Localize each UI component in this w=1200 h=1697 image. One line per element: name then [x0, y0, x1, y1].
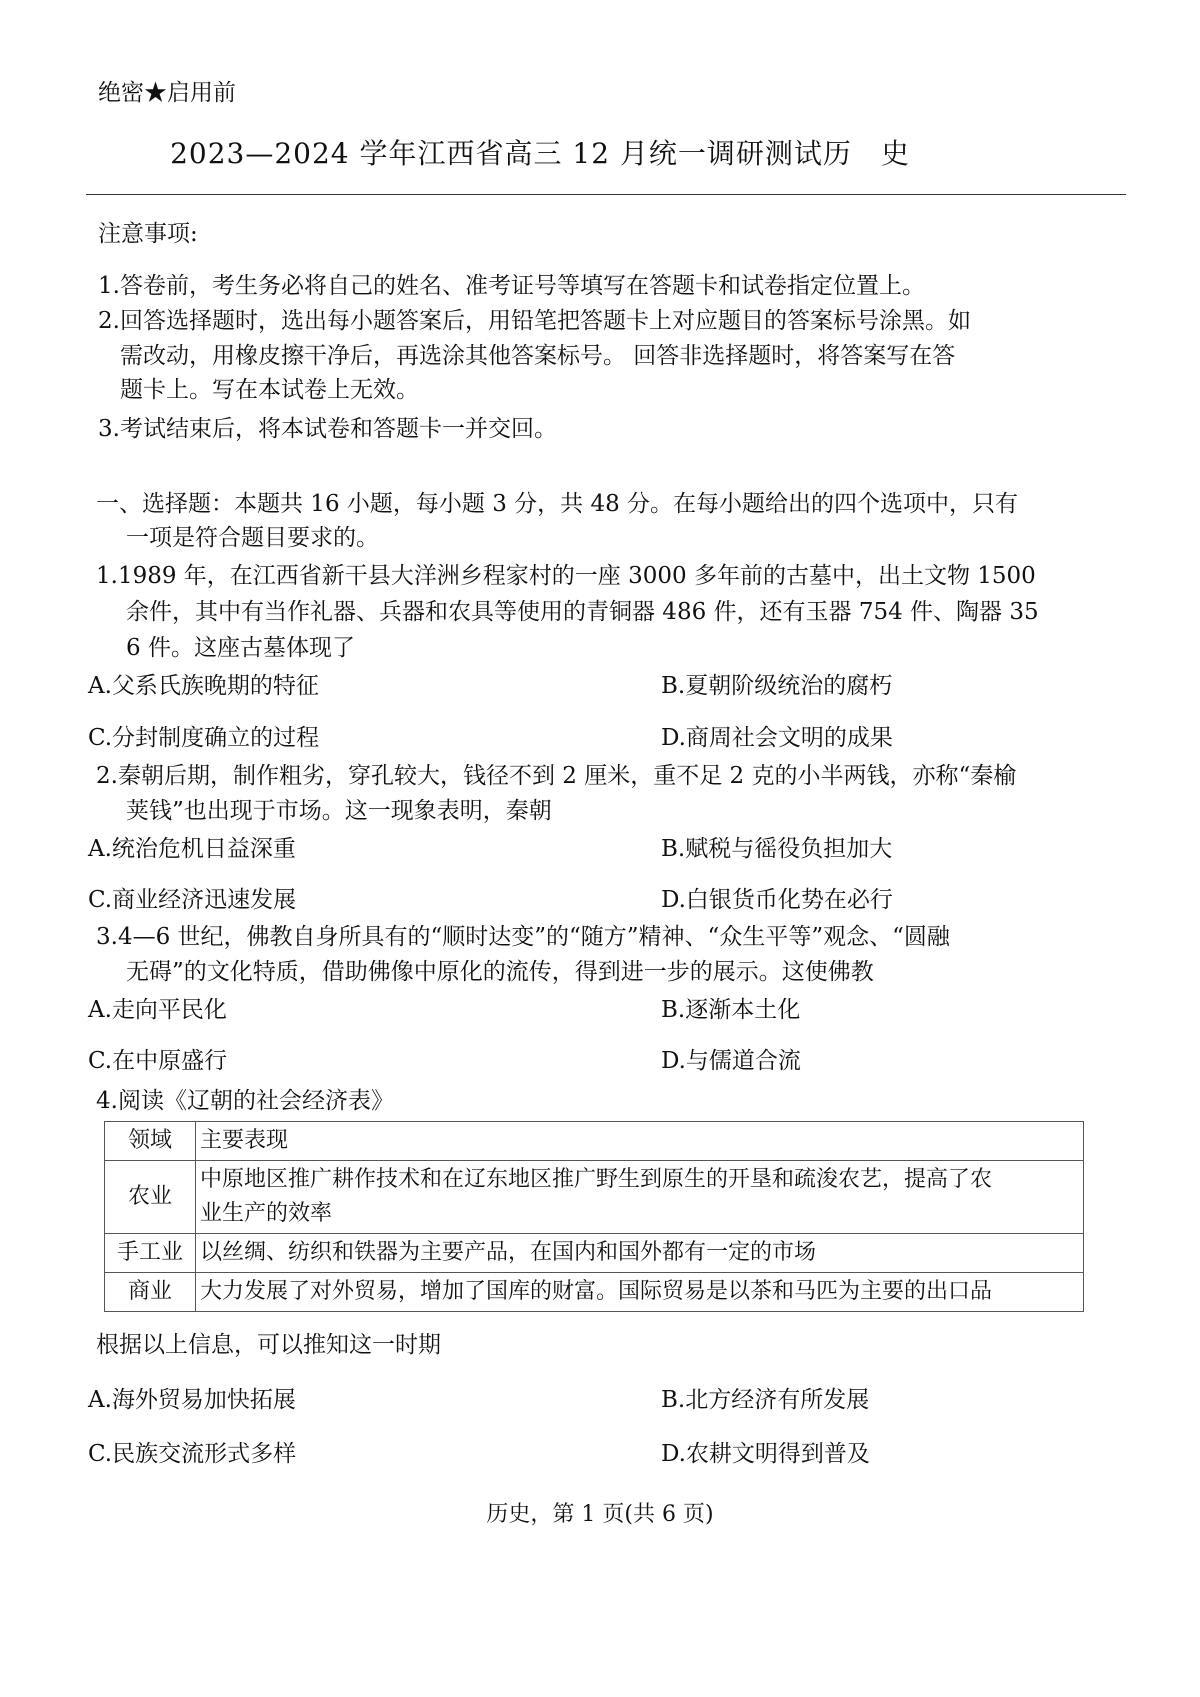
question-1-stem: 余件，其中有当作礼器、兵器和农具等使用的青铜器 486 件，还有玉器 754 件、陶器 35: [126, 599, 1039, 625]
question-3-option-d[interactable]: D.与儒道合流: [661, 1048, 801, 1074]
question-2-stem: 荚钱”也出现于市场。这一现象表明，秦朝: [126, 798, 552, 824]
table-header-row: [105, 1122, 1084, 1161]
table-cell-field: 商业: [105, 1273, 196, 1312]
question-2-option-b[interactable]: B.赋税与徭役负担加大: [661, 836, 893, 862]
notice-item: 2.回答选择题时，选出每小题答案后，用铅笔把答题卡上对应题目的答案标号涂黑。如: [98, 308, 971, 334]
question-4-stem: 4.阅读《辽朝的社会经济表》: [96, 1088, 394, 1114]
table-cell-description: [196, 1161, 1084, 1234]
table-cell-line: 业生产的效率: [200, 1201, 333, 1226]
liao-economy-table: [104, 1121, 1084, 1312]
question-2-option-c[interactable]: C.商业经济迅速发展: [88, 887, 297, 913]
section-instruction: 一项是符合题目要求的。: [126, 525, 379, 551]
table-cell-description: 大力发展了对外贸易，增加了国库的财富。国际贸易是以茶和马匹为主要的出口品: [196, 1273, 1084, 1312]
notice-item: 题卡上。写在本试卷上无效。: [120, 377, 419, 403]
question-1-stem: 6 件。这座古墓体现了: [126, 635, 355, 661]
table-cell-field: 农业: [105, 1161, 196, 1234]
notice-item: 1.答卷前，考生务必将自己的姓名、准考证号等填写在答题卡和试卷指定位置上。: [98, 273, 925, 299]
question-3-option-a[interactable]: A.走向平民化: [88, 997, 227, 1023]
table-header-cell: 领域: [105, 1122, 196, 1161]
table-row: [105, 1273, 1084, 1312]
notice-heading: 注意事项:: [98, 221, 198, 247]
question-1-option-d[interactable]: D.商周社会文明的成果: [661, 725, 893, 751]
question-4-option-c[interactable]: C.民族交流形式多样: [88, 1441, 297, 1467]
table-row: [105, 1161, 1084, 1234]
title-divider: [86, 194, 1126, 195]
question-2-stem: 2.秦朝后期，制作粗劣，穿孔较大，钱径不到 2 厘米，重不足 2 克的小半两钱，亦称“秦榆: [96, 763, 1017, 789]
question-2-option-d[interactable]: D.白银货币化势在必行: [661, 887, 893, 913]
notice-item: 需改动，用橡皮擦干净后，再选涂其他答案标号。 回答非选择题时，将答案写在答: [120, 343, 956, 369]
question-4-option-b[interactable]: B.北方经济有所发展: [661, 1387, 870, 1413]
question-3-option-c[interactable]: C.在中原盛行: [88, 1048, 228, 1074]
table-cell-line: 中原地区推广耕作技术和在辽东地区推广野生到原生的开垦和疏浚农艺，提高了农: [200, 1167, 993, 1192]
question-1-option-a[interactable]: A.父系氏族晚期的特征: [88, 673, 319, 699]
question-4-stem-after: 根据以上信息，可以推知这一时期: [96, 1332, 441, 1358]
question-3-stem: 无碍”的文化特质，借助佛像中原化的流传，得到进一步的展示。这使佛教: [126, 959, 874, 985]
question-1-option-c[interactable]: C.分封制度确立的过程: [88, 725, 320, 751]
question-1-stem: 1.1989 年，在江西省新干县大洋洲乡程家村的一座 3000 多年前的古墓中，出土文物 1500: [96, 563, 1036, 589]
question-1-option-b[interactable]: B.夏朝阶级统治的腐朽: [661, 673, 893, 699]
question-3-stem: 3.4—6 世纪，佛教自身所具有的“顺时达变”的“随方”精神、“众生平等”观念、“圆融: [96, 924, 950, 950]
table-cell-description: 以丝绸、纺织和铁器为主要产品，在国内和国外都有一定的市场: [196, 1234, 1084, 1273]
section-instruction: 一、选择题：本题共 16 小题，每小题 3 分，共 48 分。在每小题给出的四个选项中，只有: [96, 491, 1019, 517]
question-4-option-d[interactable]: D.农耕文明得到普及: [661, 1441, 870, 1467]
question-2-option-a[interactable]: A.统治危机日益深重: [88, 836, 296, 862]
question-4-option-a[interactable]: A.海外贸易加快拓展: [88, 1387, 296, 1413]
confidential-label: 绝密★启用前: [98, 80, 236, 106]
page-footer: 历史，第 1 页(共 6 页): [486, 1502, 714, 1527]
table-row: [105, 1234, 1084, 1273]
table-cell-field: 手工业: [105, 1234, 196, 1273]
exam-title: 2023—2024 学年江西省高三 12 月统一调研测试历 史: [170, 137, 910, 170]
table-header-cell: 主要表现: [196, 1122, 1084, 1161]
question-3-option-b[interactable]: B.逐渐本土化: [661, 997, 801, 1023]
notice-item: 3.考试结束后，将本试卷和答题卡一并交回。: [98, 416, 557, 442]
